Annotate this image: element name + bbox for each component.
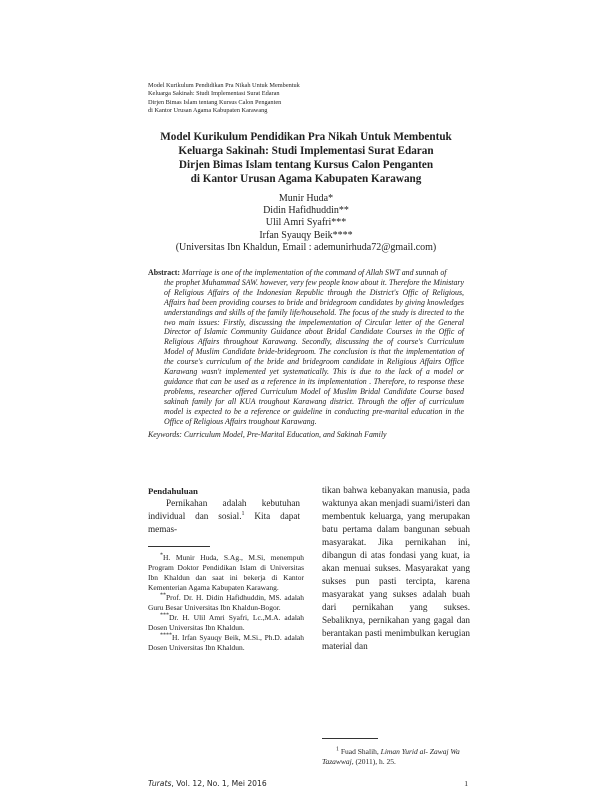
footnote-text: H. Irfan Syauqy Beik, M.Si., Ph.D. adalah Dosen Universitas Ibn Khaldun.	[148, 633, 304, 652]
paper-title	[130, 130, 482, 186]
page-number: 1	[464, 779, 468, 788]
footnote-mark: ***	[160, 612, 169, 619]
section-title: Pendahuluan	[148, 486, 198, 496]
footnote	[148, 613, 304, 633]
journal-name: Turats	[148, 779, 172, 788]
footnote	[148, 553, 304, 593]
abstract-first-line: Marriage is one of the implementation of the command of Allah SWT and sunnah of	[181, 268, 447, 277]
author-name: Munir Huda*	[278, 193, 334, 204]
running-head	[148, 82, 468, 116]
footnote-right	[322, 747, 470, 767]
title-line: Dirjen Bimas Islam tentang Kursus Calon Penganten	[178, 159, 434, 171]
abstract-body: the prophet Muhammad SAW. however, very few people know about it. Therefore the Ministary of Religious Affairs of the Indonesian Republic through the District's Offic of Religious, Affairs had been providing courses to bride and bridegroom candidates by giving knowledges understandings and skills of the family life/household. The focus of the study is directed to the two main issues: Firstly, discussing the impelementation of Circular letter of the General Director of Islamic Community Guidance about Bridal Candidate Courses in the Offic of Religious Affairs throughout Karawang. Secondly, discussing the of course's Curriculum Model of Muslim Candidate bride-bridegroom. The conclusion is that the implementation of the course's curriculum of the bride and bridegroom candidate in Religious Affairs Office Karawang wasn't implemented yet systematically. This is due to the lack of a model or guidance that can be used as a reference in its implementation . Therefore, to response these problems, researcher offered Curriculum Model of Muslim Bridal Candidate Course based sakinah family for all KUA troughout Karawang district. Through the offer of curriculum model is expected to be a reference or guideline in conducting pre-marital education in the Office of Religious Affairs troughout Karawang.	[164, 277, 464, 426]
footnote-text: H. Munir Huda, S.Ag., M.Si, menempuh Program Doktor Pendidikan Islam di Universitas Ibn Khaldun dan saat ini bekerja di Kantor Kementerian Agama Kabupaten Karawang.	[148, 553, 304, 592]
author-block	[130, 193, 482, 254]
affiliation: (Universitas Ibn Khaldun, Email : ademunirhuda72@gmail.com)	[175, 241, 437, 253]
author-name: Irfan Syauqy Beik****	[259, 229, 353, 241]
footnote-text: Dr. H. Ulil Amri Syafri, Lc.,M.A. adalah Dosen Universitas Ibn Khaldun.	[148, 613, 304, 632]
footnote-book-title: Liman Yurid al- Zawaj Wa Tazawwaj	[322, 747, 460, 766]
footnote-mark: **	[160, 592, 166, 599]
body-text: Kita dapat memas-	[148, 511, 300, 534]
footnote-mark: ****	[160, 632, 172, 639]
abstract-label: Abstract:	[148, 268, 180, 277]
journal-issue: , Vol. 12, No. 1, Mei 2016	[171, 779, 267, 788]
footnote-ref: 1	[241, 510, 245, 517]
footnote-text: Prof. Dr. H. Didin Hafidhuddin, MS. adalah Guru Besar Universitas Ibn Khaldun-Bogor.	[148, 593, 304, 612]
footnote-mark: *	[160, 552, 163, 559]
author-name: Ulil Amri Syafri***	[265, 217, 347, 229]
footnote-rule	[322, 738, 378, 739]
body-text: Pernikahan adalah kebutuhan individual dan sosial.	[148, 498, 300, 521]
body-column-left	[148, 497, 300, 536]
running-head-line: Model Kurikulum Pendidikan Pra Nikah Untuk Membentuk	[148, 82, 300, 89]
title-line: di Kantor Urusan Agama Kabupaten Karawang	[190, 173, 422, 185]
footnote-rule	[148, 546, 210, 547]
running-head-line: Keluarga Sakinah: Studi Implementasi Surat Edaran	[148, 90, 280, 98]
footnote-text: Fuad Shalih,	[340, 747, 381, 756]
title-line: Model Kurikulum Pendidikan Pra Nikah Untuk Membentuk	[160, 131, 452, 143]
footnote	[148, 593, 304, 613]
page-footer	[148, 779, 468, 788]
abstract	[148, 268, 464, 427]
footnote-mark: 1	[336, 746, 339, 753]
footnotes-left	[148, 553, 304, 653]
title-line: Keluarga Sakinah: Studi Implementasi Surat Edaran	[178, 145, 434, 157]
footnote-text: , (2011), h. 25.	[351, 757, 396, 766]
author-name: Didin Hafidhuddin**	[263, 205, 349, 217]
running-head-line: di Kantor Urusan Agama Kabupaten Karawang	[148, 107, 268, 115]
keywords: Keywords: Curriculum Model, Pre-Marital Education, and Sakinah Family	[148, 430, 387, 439]
body-column-right: tikan bahwa kebanyakan manusia, pada waktunya akan menjadi suami/isteri dan membentuk keluarga, yang merupakan batu pertama dalam bangunan sebuah masyarakat. Jika pernikahan ini, dibangun di atas fondasi yang kuat, ia akan menuai sukses. Masyarakat yang sukses pun pasti tercipta, karena masyarakat yang sukses adalah buah dari pernikahan yang sukses. Sebaliknya, pernikahan yang gagal dan berantakan pasti menimbulkan kerugian material dan	[322, 485, 470, 651]
footnote	[148, 633, 304, 653]
running-head-line: Dirjen Bimas Islam tentang Kursus Calon Penganten	[148, 98, 282, 106]
